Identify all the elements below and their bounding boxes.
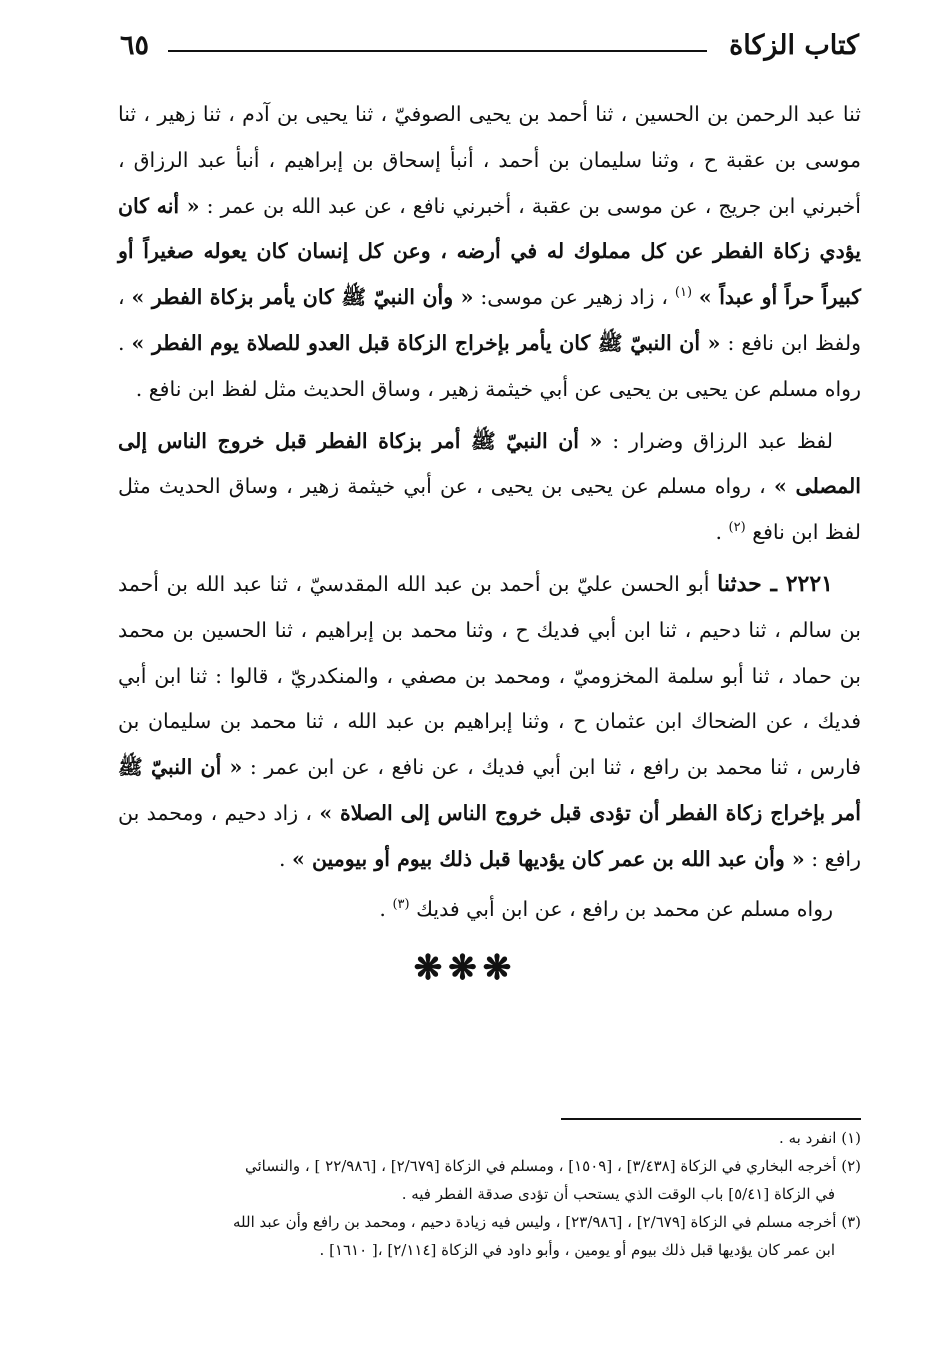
- paragraph-4: [118, 887, 861, 933]
- narration-text: ، زاد دحيم ، ومحمد بن رافع :: [118, 800, 861, 871]
- narration-text: ، رواه مسلم عن يحيى بن يحيى ، عن أبي خيثمة زهير ، وساق الحديث مثل لفظ ابن نافع: [118, 474, 861, 545]
- hadith-number: ٢٢٢١ ـ حدثنا: [717, 570, 833, 597]
- hadith-text: « أن النبيّ ﷺ أمر بإخراج زكاة الفطر أن تؤدى قبل خروج الناس إلى الصلاة »: [118, 755, 861, 825]
- footnote-ref[interactable]: (٢): [728, 520, 746, 536]
- section-separator: ❋❋❋: [413, 948, 518, 988]
- footnotes: [118, 1124, 861, 1264]
- hadith-text: « أنه كان يؤدي زكاة الفطر عن كل مملوك له في أرضه ، وعن كل إنسان كان يعوله صغيراً أو كبيراً حراً أو عبداً »: [118, 193, 861, 310]
- paragraph-1: [118, 92, 861, 413]
- header-rule: [168, 50, 707, 52]
- footnote-ref[interactable]: (١): [674, 285, 693, 301]
- page-number: ٦٥: [120, 30, 150, 61]
- footnote-ref[interactable]: (٣): [392, 896, 410, 912]
- narration-text: ، زاد زهير عن موسى:: [480, 285, 668, 310]
- isnad-text: ثنا عبد الرحمن بن الحسين ، ثنا أحمد بن يحيى الصوفيّ ، ثنا يحيى بن آدم ، ثنا زهير ، ثنا موسى بن عقبة ح ، وثنا سليمان بن أحمد ، أنبأ إسحاق بن إبراهيم ، أنبأ عبد الرزاق ، أخبرني ابن جريج ، عن موسى بن عقبة ، أخبرني نافع ، عن عبد الله بن عمر :: [118, 102, 861, 218]
- paragraph-2: [118, 419, 861, 556]
- narration-text: .: [278, 846, 286, 871]
- narration-text: .: [715, 520, 723, 545]
- footnote-2: (٢) أخرجه البخاري في الزكاة [٣/٤٣٨] ، [١٥٠٩] ، ومسلم في الزكاة [٢/٦٧٩] ، [٢٢/٩٨٦ ] ، والنسائي: [245, 1157, 861, 1175]
- narration-text: ، ولفظ ابن نافع :: [118, 285, 861, 355]
- page-header: [120, 28, 859, 68]
- main-text: [118, 92, 861, 932]
- narration-text: . رواه مسلم عن يحيى بن يحيى عن أبي خيثمة زهير ، وساق الحديث مثل لفظ ابن نافع .: [118, 330, 861, 401]
- footnote-3: (٣) أخرجه مسلم في الزكاة [٢/٦٧٩] ، [٢٣/٩٨٦] ، وليس فيه زيادة دحيم ، ومحمد بن رافع وأن عبد الله: [233, 1213, 861, 1231]
- footnote-1: (١) انفرد به .: [779, 1129, 861, 1147]
- footnote-2-continued: في الزكاة [٥/٤١] باب الوقت الذي يستحب أن تؤدى صدقة الفطر فيه .: [401, 1185, 835, 1203]
- hadith-text: « أن النبيّ ﷺ كان يأمر بإخراج الزكاة قبل العدو للصلاة يوم الفطر »: [131, 330, 721, 355]
- narration-text: رواه مسلم عن محمد بن رافع ، عن ابن أبي فديك: [416, 896, 833, 921]
- narration-text: لفظ عبد الرزاق وضرار :: [612, 428, 833, 453]
- book-title: كتاب الزكاة: [729, 30, 859, 61]
- hadith-text: « وأن النبيّ ﷺ كان يأمر بزكاة الفطر »: [131, 285, 474, 310]
- footnote-rule: [561, 1118, 861, 1120]
- hadith-text: « أن النبيّ ﷺ أمر بزكاة الفطر قبل خروج الناس إلى المصلى »: [118, 428, 861, 499]
- paragraph-3: [118, 562, 861, 883]
- isnad-text: أبو الحسن عليّ بن أحمد بن عبد الله المقدسيّ ، ثنا عبد الله بن أحمد بن سالم ، ثنا دحيم ، ثنا ابن أبي فديك ح ، وثنا محمد بن إبراهيم ، ثنا الحسين بن محمد بن حماد ، ثنا أبو سلمة المخزوميّ ، ومحمد بن مصفي ، والمنكدريّ ، قالوا : ثنا ابن أبي فديك ، عن الضحاك ابن عثمان ح ، وثنا إبراهيم بن عبد الله ، ثنا محمد بن سليمان بن فارس ، ثنا محمد بن رافع ، ثنا ابن أبي فديك ، عن نافع ، عن ابن عمر :: [118, 571, 861, 780]
- narration-text: .: [379, 896, 386, 921]
- hadith-text: « وأن عبد الله بن عمر كان يؤديها قبل ذلك بيوم أو بيومين »: [292, 846, 805, 871]
- footnote-3-continued: ابن عمر كان يؤديها قبل ذلك بيوم أو يومين ، وأبو داود في الزكاة [٢/١١٤] ،[ ١٦١٠] .: [319, 1241, 835, 1259]
